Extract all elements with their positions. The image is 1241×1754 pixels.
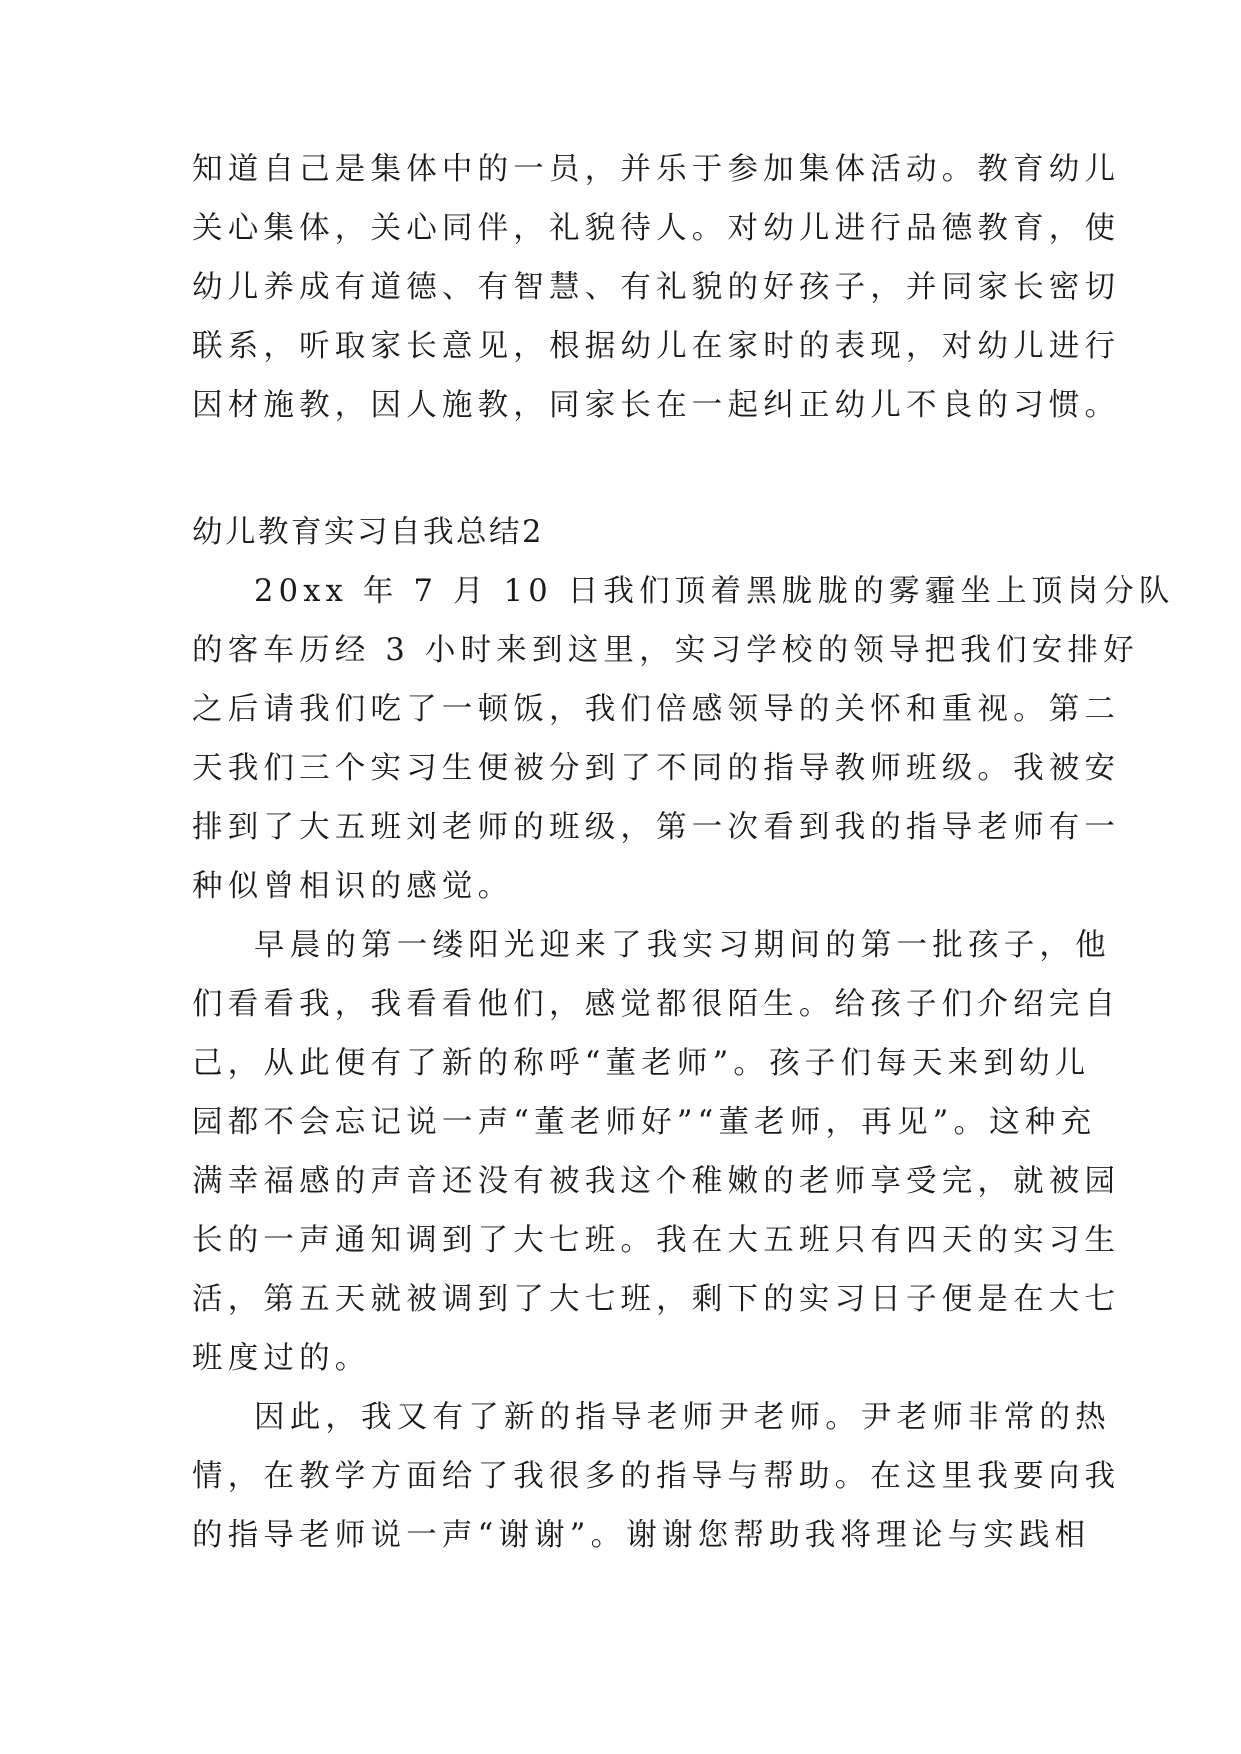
- text-line: 种似曾相识的感觉。: [192, 869, 514, 904]
- text-line: 的客车历经 3 小时来到这里，实习学校的领导把我们安排好: [192, 633, 1139, 668]
- text-line: 排到了大五班刘老师的班级，第一次看到我的指导老师有一: [192, 810, 1121, 845]
- text-line: 天我们三个实习生便被分到了不同的指导教师班级。我被安: [192, 751, 1121, 786]
- text-line: 满幸福感的声音还没有被我这个稚嫩的老师享受完，就被园: [192, 1164, 1121, 1199]
- text-line: 因材施教，因人施教，同家长在一起纠正幼儿不良的习惯。: [192, 388, 1121, 423]
- text-line: 长的一声通知调到了大七班。我在大五班只有四天的实习生: [192, 1223, 1121, 1258]
- text-line: 情，在教学方面给了我很多的指导与帮助。在这里我要向我: [192, 1459, 1121, 1494]
- text-line: 知道自己是集体中的一员，并乐于参加集体活动。教育幼儿: [192, 152, 1121, 187]
- text-line: 们看看我，我看看他们，感觉都很陌生。给孩子们介绍完自: [192, 987, 1121, 1022]
- text-line: 关心集体，关心同伴，礼貌待人。对幼儿进行品德教育，使: [192, 211, 1121, 246]
- text-line: 己，从此便有了新的称呼“董老师”。孩子们每天来到幼儿: [192, 1046, 1091, 1081]
- text-line: 活，第五天就被调到了大七班，剩下的实习日子便是在大七: [192, 1282, 1121, 1317]
- text-line: 之后请我们吃了一顿饭，我们倍感领导的关怀和重视。第二: [192, 692, 1121, 727]
- text-line: 早晨的第一缕阳光迎来了我实习期间的第一批孩子，他: [254, 928, 1111, 963]
- text-line: 的指导老师说一声“谢谢”。谢谢您帮助我将理论与实践相: [192, 1518, 1091, 1553]
- text-line: 幼儿养成有道德、有智慧、有礼貌的好孩子，并同家长密切: [192, 270, 1121, 305]
- text-line: 联系，听取家长意见，根据幼儿在家时的表现，对幼儿进行: [192, 329, 1121, 364]
- text-line: 班度过的。: [192, 1341, 371, 1376]
- text-line: 因此，我又有了新的指导老师尹老师。尹老师非常的热: [254, 1400, 1111, 1435]
- section-title: 幼儿教育实习自我总结2: [192, 515, 544, 550]
- text-line: 园都不会忘记说一声“董老师好”“董老师，再见”。这种充: [192, 1105, 1097, 1140]
- text-line: 20xx 年 7 月 10 日我们顶着黑胧胧的雾霾坐上顶岗分队: [254, 574, 1175, 609]
